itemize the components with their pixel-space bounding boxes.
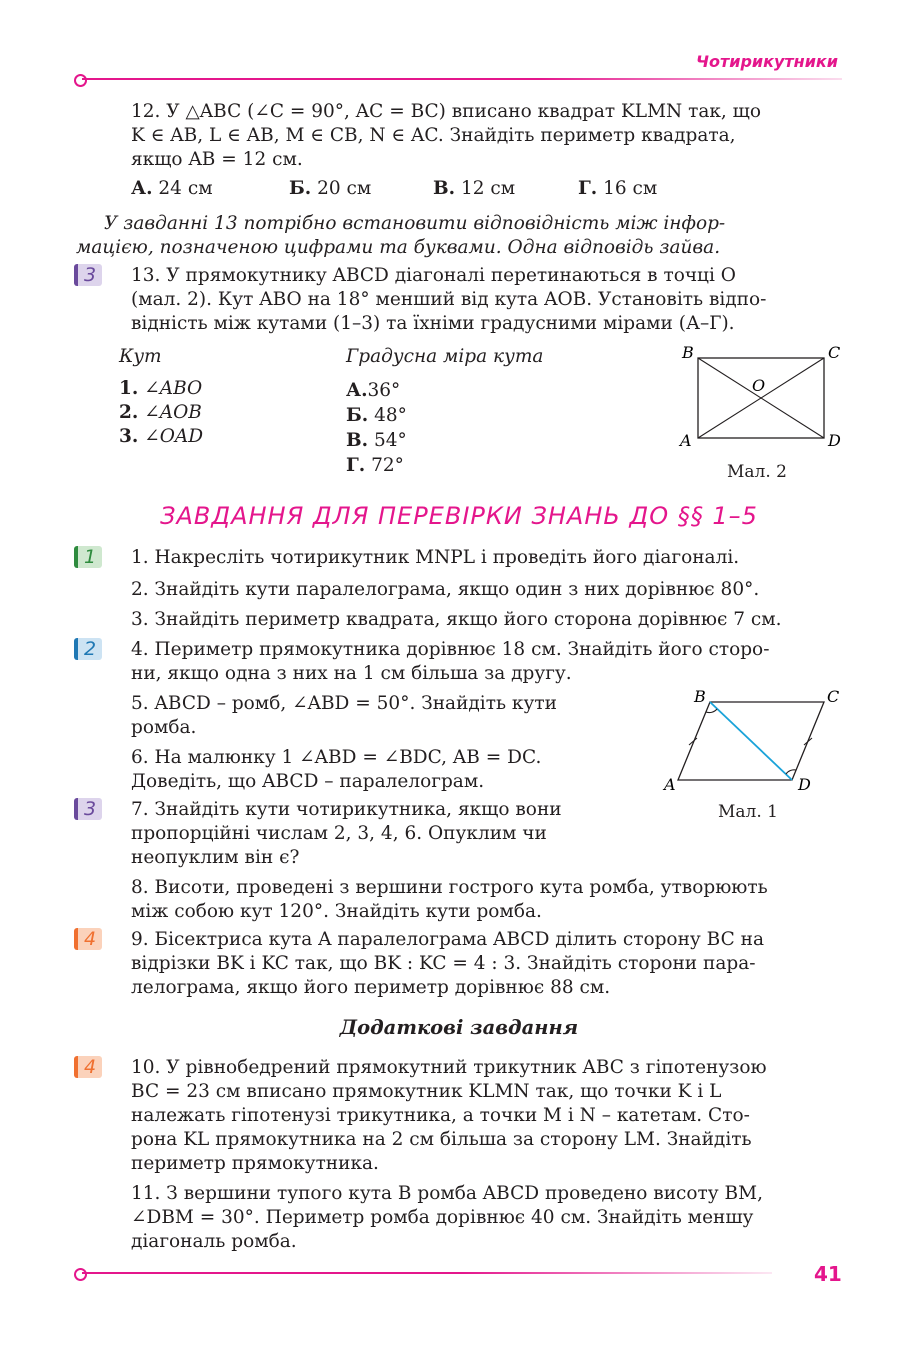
task-10-line-2: BC = 23 см вписано прямокутник KLMN так, що точки K і L: [131, 1081, 722, 1102]
task-8-line-2: між собою кут 120°. Знайдіть кути ромба.: [131, 901, 542, 922]
task-5-line-2: ромба.: [131, 717, 197, 738]
figure-2-rectangle: [676, 340, 846, 452]
label-a: A: [664, 775, 676, 794]
task-9-line-2: відрізки BK і KC так, що BK : KC = 4 : 3. Знайдіть сторони пара-: [131, 953, 756, 974]
diagonal-bd: [710, 702, 792, 780]
angle-column-header: Кут: [119, 346, 162, 367]
label-b: B: [682, 343, 694, 362]
label-d: D: [828, 431, 841, 450]
degree-item-v: В. 54°: [346, 430, 407, 451]
level-4-badge: 4: [74, 928, 102, 950]
angle-item-3: 3. ∠OAD: [119, 426, 204, 447]
task-10-line-4: рона KL прямокутника на 2 см більша за сторону LM. Знайдіть: [131, 1129, 752, 1150]
degree-item-b: Б. 48°: [346, 405, 407, 426]
label-c: C: [827, 687, 840, 706]
problem-12-line-3: якщо AB = 12 см.: [131, 149, 303, 170]
label-d: D: [798, 775, 811, 794]
task-10-line-5: периметр прямокутника.: [131, 1153, 379, 1174]
task-2: 2. Знайдіть кути паралелограма, якщо один з них дорівнює 80°.: [131, 579, 760, 600]
task-8-line-1: 8. Висоти, проведені з вершини гострого кута ромба, утворюють: [131, 877, 768, 898]
degree-column-header: Градусна міра кута: [346, 346, 544, 367]
task-7-line-3: неопуклим він є?: [131, 847, 300, 868]
figure-2-caption: Мал. 2: [727, 462, 787, 482]
answer-v: В. 12 см: [433, 178, 516, 199]
instruction-line-2: мацією, позначеною цифрами та буквами. Одна відповідь зайва.: [76, 237, 721, 258]
answer-a: А. 24 см: [131, 178, 213, 199]
task-5-line-1: 5. ABCD – ромб, ∠ABD = 50°. Знайдіть кути: [131, 693, 557, 714]
degree-item-a: А.36°: [346, 380, 401, 401]
section-title: ЗАВДАННЯ ДЛЯ ПЕРЕВІРКИ ЗНАНЬ ДО §§ 1–5: [160, 502, 758, 530]
page-number: 41: [814, 1262, 842, 1286]
label-o: O: [752, 376, 766, 395]
task-10-line-1: 10. У рівнобедрений прямокутний трикутник ABC з гіпотенузою: [131, 1057, 767, 1078]
task-7-line-1: 7. Знайдіть кути чотирикутника, якщо вони: [131, 799, 562, 820]
angle-item-2: 2. ∠AOB: [119, 402, 202, 423]
level-3-badge-2: 3: [74, 798, 102, 820]
footer-rule: [82, 1272, 772, 1274]
angle-arc-abd: [706, 709, 717, 713]
label-a: A: [680, 431, 692, 450]
problem-13-line-2: (мал. 2). Кут ABO на 18° менший від кута AOB. Установіть відпо-: [131, 289, 767, 310]
chapter-title: Чотирикутники: [696, 52, 838, 71]
degree-item-g: Г. 72°: [346, 455, 404, 476]
task-10-line-3: належать гіпотенузі трикутника, а точки M і N – катетам. Сто-: [131, 1105, 750, 1126]
task-3: 3. Знайдіть периметр квадрата, якщо його сторона дорівнює 7 см.: [131, 609, 782, 630]
level-3-badge: 3: [74, 264, 102, 286]
instruction-line-1: У завданні 13 потрібно встановити відповідність між інфор-: [104, 213, 726, 234]
problem-12-line-2: K ∈ AB, L ∈ AB, M ∈ CB, N ∈ AC. Знайдіть периметр квадрата,: [131, 125, 736, 146]
figure-1-caption: Мал. 1: [718, 802, 778, 822]
task-11-line-1: 11. З вершини тупого кута B ромба ABCD проведено висоту BM,: [131, 1183, 763, 1204]
header-rule: [82, 78, 842, 80]
answer-b: Б. 20 см: [289, 178, 372, 199]
label-c: C: [828, 343, 841, 362]
problem-13-line-3: відність між кутами (1–3) та їхніми градусними мірами (А–Г).: [131, 313, 735, 334]
task-9-line-1: 9. Бісектриса кута A паралелограма ABCD ділить сторону BC на: [131, 929, 765, 950]
task-4-line-1: 4. Периметр прямокутника дорівнює 18 см. Знайдіть його сторо-: [131, 639, 770, 660]
footer-ring-icon: [74, 1268, 87, 1281]
level-4-badge-2: 4: [74, 1056, 102, 1078]
label-b: B: [694, 687, 706, 706]
task-11-line-2: ∠DBM = 30°. Периметр ромба дорівнює 40 см. Знайдіть меншу: [131, 1207, 754, 1228]
level-1-badge: 1: [74, 546, 102, 568]
header-ring-icon: [74, 74, 87, 87]
task-9-line-3: лелограма, якщо його периметр дорівнює 88 см.: [131, 977, 611, 998]
level-2-badge: 2: [74, 638, 102, 660]
problem-12-line-1: 12. У △ABC (∠C = 90°, AC = BC) вписано квадрат KLMN так, що: [131, 101, 762, 122]
problem-13-line-1: 13. У прямокутнику ABCD діагоналі перетинаються в точці O: [131, 265, 736, 286]
angle-item-1: 1. ∠ABO: [119, 378, 203, 399]
task-4-line-2: ни, якщо одна з них на 1 см більша за другу.: [131, 663, 572, 684]
answer-g: Г. 16 см: [578, 178, 658, 199]
extra-tasks-title: Додаткові завдання: [339, 1016, 579, 1039]
task-6-line-2: Доведіть, що ABCD – паралелограм.: [131, 771, 485, 792]
task-11-line-3: діагональ ромба.: [131, 1231, 297, 1252]
task-1: 1. Накресліть чотирикутник MNPL і проведіть його діагоналі.: [131, 547, 740, 568]
tick-dc: [804, 738, 812, 745]
task-7-line-2: пропорційні числам 2, 3, 4, 6. Опуклим чи: [131, 823, 547, 844]
figure-1-parallelogram: [660, 682, 850, 794]
task-6-line-1: 6. На малюнку 1 ∠ABD = ∠BDC, AB = DC.: [131, 747, 542, 768]
